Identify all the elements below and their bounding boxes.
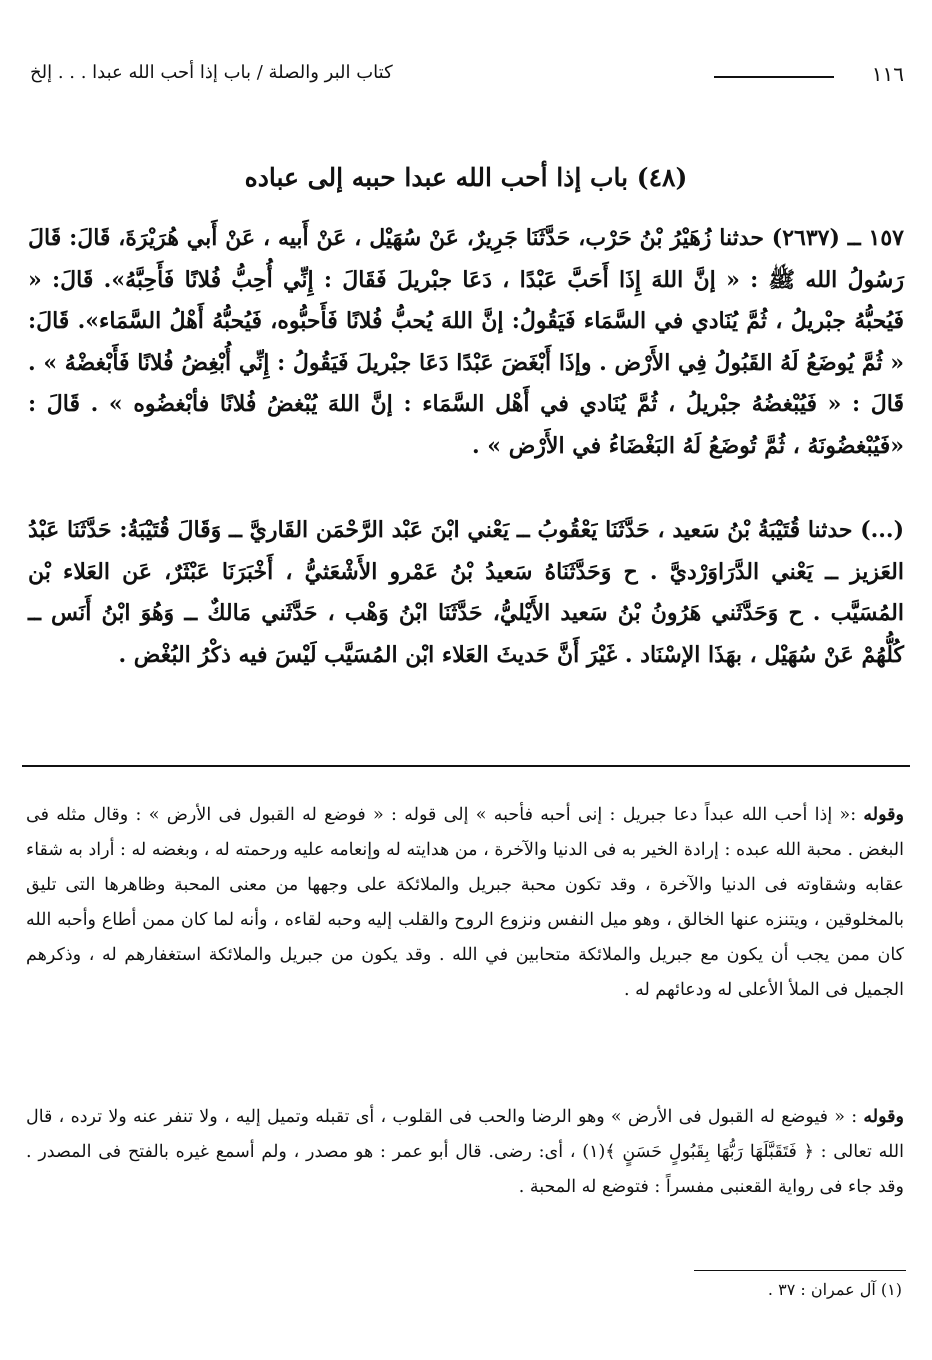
footnote: (١) آل عمران : ٣٧ . — [767, 1280, 902, 1299]
header-rule — [714, 76, 834, 78]
commentary-paragraph-1 — [26, 798, 904, 1008]
footnote-divider — [694, 1270, 906, 1271]
commentary-text: :« إذا أحب الله عبداً دعا جبريل : إنى أحبه فأحبه » إلى قوله : « فوضع له القبول فى الأرض » : وقال مثله فى البغض . محبة الله عبده : إرادة الخير به فى الدنيا والآخرة ، من هدايته له وإنعامه عليه ورحمته له ، وبغضه له : أراد به شقاء عقابه وشقاوته فى الدنيا والآخرة ، وقد تكون محبة جبريل والملائكة على وجهها من معنى المحبة وظاهرها التى تليق بالمخلوقين ، ويتنزه عنها الخالق ، وهو ميل النفس ونزوع الروح والقلب إليه وحبه لقاءه ، وأنه لما كان ممن أطاع وأحبه الله كان ممن يجب أن يكون مع جبريل والملائكة متحابين في الله . وقد يكون من جبريل والملائكة استغفارهم له ، وذكرهم الجميل فى الملأ الأعلى له ودعائهم له . — [26, 805, 904, 1000]
commentary-paragraph-2 — [26, 1100, 904, 1205]
hadith-paragraph-1: ١٥٧ ــ (٢٦٣٧) حدثنا زُهَيْرُ بْنُ حَرْب، حَدَّثَنَا جَرِيرٌ، عَنْ سُهَيْل ، عَنْ أَبيه ، عَنْ أَبي هُرَيْرَةَ، قَالَ: قَالَ رَسُولُ الله ﷺ : « إنَّ اللهَ إِذَا أَحَبَّ عَبْدًا ، دَعَا جبْريلَ فَقَالَ : إِنِّي أُحِبُّ فُلانًا فَأَحِبَّهُ». قَالَ: « فَيُحبُّهُ جبْريلُ ، ثُمَّ يُنَادي في السَّمَاء فَيَقُولُ: إنَّ اللهَ يُحبُّ فُلانًا فَأَحبُّوه، فَيُحبُّهُ أَهْلُ السَّمَاء». قَالَ: « ثُمَّ يُوضَعُ لَهُ القَبُولُ فِي الأَرْض . وإذَا أَبْغَضَ عَبْدًا دَعَا جبْريلَ فَيَقُولُ : إِنِّي أُبْغِضُ فُلانًا فَأَبْغضْهُ » . قَالَ : « فَيُبْغضُهُ جبْريلُ ، ثُمَّ يُنَادي في أَهْل السَّمَاء : إنَّ اللهَ يُبْغضُ فُلانًا فأبْغضُوه » . قَالَ : «فَيُبْغضُونَهُ ، ثُمَّ تُوضَعُ لَهُ البَغْضَاءُ في الأَرْض » . — [28, 225, 904, 459]
commentary-text: : « فيوضع له القبول فى الأرض » وهو الرضا والحب فى القلوب ، أى تقبله وتميل إليه ، ولا تنفر عنه ولا ترده ، قال الله تعالى : ﴿ فَتَقَبَّلَهَا رَبُّهَا بِقَبُولٍ حَسَنٍ ﴾(١) ، أى: رضى. قال أبو عمر : هو مصدر ، ولم أسمع غيره بالفتح فى المصدر . وقد جاء فى رواية القعنبى مفسراً : فتوضع له المحبة . — [26, 1107, 904, 1197]
commentary-lead: وقوله — [863, 805, 904, 825]
running-title: كتاب البر والصلة / باب إذا أحب الله عبدا . . . إلخ — [30, 62, 393, 83]
commentary-divider — [22, 765, 910, 767]
commentary-lead: وقوله — [863, 1107, 904, 1127]
running-header — [30, 58, 904, 98]
page-number: ١١٦ — [871, 62, 904, 86]
chapter-title: (٤٨) باب إذا أحب الله عبدا حببه إلى عباده — [244, 163, 688, 192]
hadith-paragraph-2: (...) حدثنا قُتَيْبَةُ بْنُ سَعيد ، حَدَّثَنَا يَعْقُوبُ ــ يَعْني ابْنَ عَبْد الرَّحْمَن القَاريَّ ــ وَقَالَ قُتَيْبَةُ: حَدَّثَنَا عَبْدُ العَزيز ــ يَعْني الدَّرَاوَرْديَّ . ح وَحَدَّثَنَاهُ سَعيدُ بْنُ عَمْرو الأَشْعَثيُّ ، أَخْبَرَنَا عَبْثَرٌ، عَن العَلاء بْن المُسَيَّب . ح وَحَدَّثَني هَرُونُ بْنُ سَعيد الأَيْليُّ، حَدَّثَنَا ابْنُ وَهْب ، حَدَّثَني مَالكٌ ــ وَهُوَ ابْنُ أَنَس ــ كُلُّهُمْ عَنْ سُهَيْل ، بهَذَا الإسْنَاد . غَيْرَ أَنَّ حَديثَ العَلاء ابْن المُسَيَّب لَيْسَ فيه ذكْرُ البُغْض . — [28, 517, 904, 668]
